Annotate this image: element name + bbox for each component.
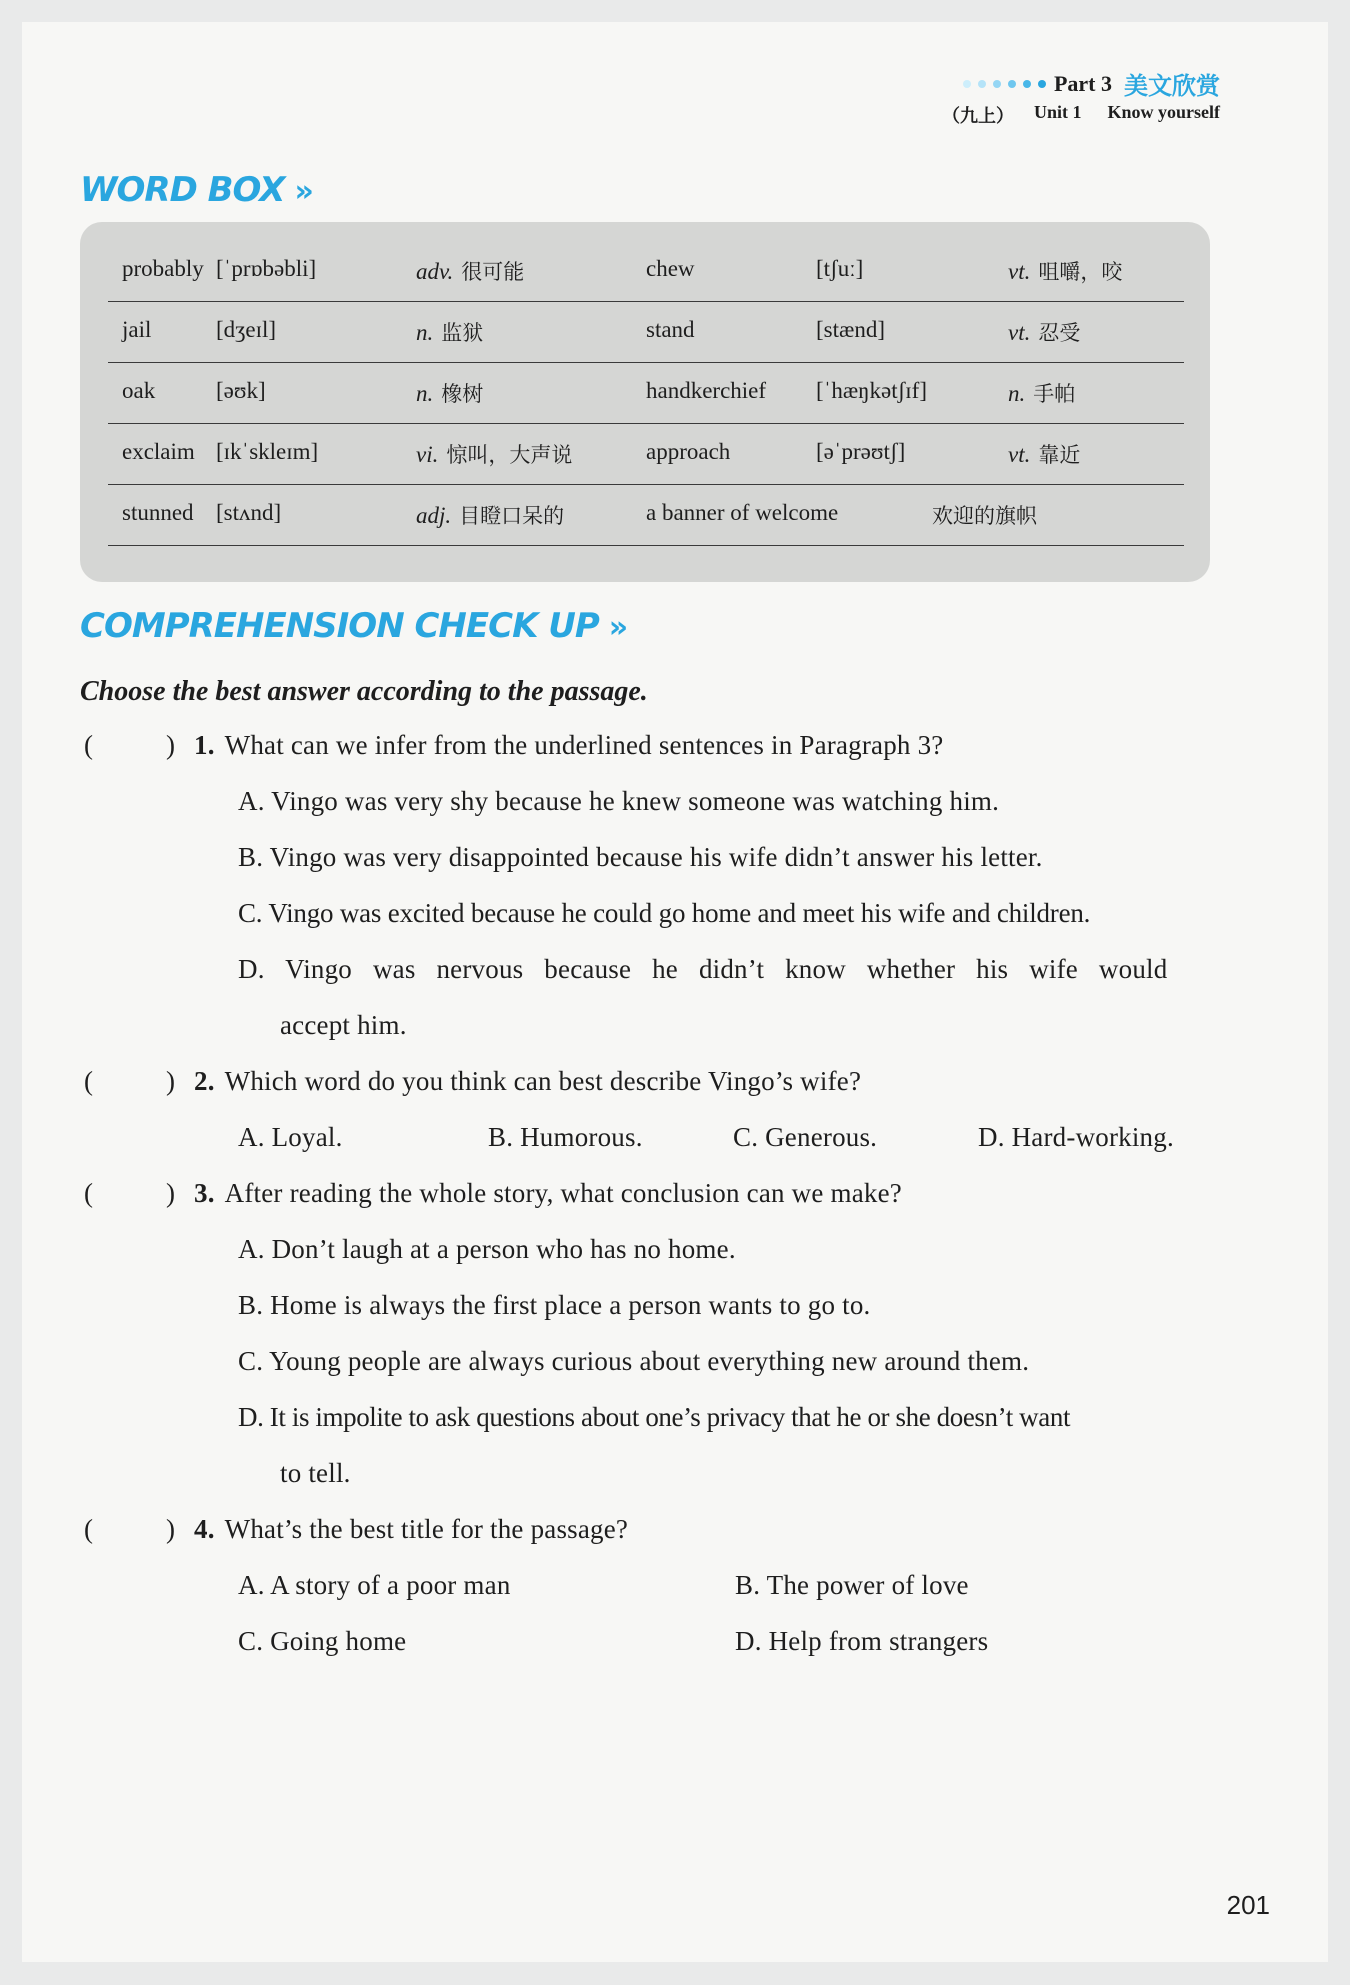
phonetic: [ɪkˈskleɪm] [216, 439, 319, 464]
question-number: 3. [194, 1178, 215, 1208]
q3-option-b: B. Home is always the first place a person wants to go to. [238, 1290, 871, 1320]
q3-option-c: C. Young people are always curious about everything new around them. [238, 1346, 1030, 1376]
part-of-speech: vt. [1008, 442, 1031, 467]
q1-option-c: C. Vingo was excited because he could go home and meet his wife and children. [238, 898, 1091, 928]
phonetic: [əˈprəʊtʃ] [816, 439, 906, 464]
phonetic: [stʌnd] [216, 500, 282, 525]
question-1 [194, 730, 943, 761]
chinese-meaning: 手帕 [1033, 382, 1076, 406]
part-of-speech: vi. [416, 442, 439, 467]
question-number: 2. [194, 1066, 215, 1096]
page-number: 201 [1226, 1890, 1270, 1920]
q2-option-b: B. Humorous. [488, 1122, 643, 1152]
q2-option-d: D. Hard-working. [978, 1122, 1174, 1152]
word-box-title [80, 170, 313, 210]
word-row [108, 240, 1184, 302]
answer-paren-close: ) [166, 730, 175, 760]
answer-paren-close: ) [166, 1066, 175, 1096]
chinese-meaning: 橡树 [441, 382, 484, 406]
word-entry: approach [646, 439, 731, 464]
word-entry: a banner of welcome [646, 500, 839, 525]
phonetic: [əʊk] [216, 378, 266, 403]
question-3 [194, 1178, 902, 1209]
q4-option-b: B. The power of love [735, 1570, 969, 1600]
q3-option-a: A. Don’t laugh at a person who has no home. [238, 1234, 736, 1264]
question-text: What’s the best title for the passage? [224, 1514, 629, 1544]
meaning [1008, 256, 1122, 286]
part-of-speech: vt. [1008, 259, 1031, 284]
answer-paren-open: ( [84, 730, 93, 760]
q1-option-a: A. Vingo was very shy because he knew someone was watching him. [238, 786, 1000, 816]
chinese-meaning: 监狱 [441, 321, 484, 345]
word-entry: stunned [122, 500, 194, 525]
part-of-speech: n. [1008, 381, 1026, 406]
answer-paren-open: ( [84, 1066, 93, 1096]
chinese-meaning: 目瞪口呆的 [459, 504, 565, 528]
question-number: 4. [194, 1514, 215, 1544]
part-of-speech: adj. [416, 503, 452, 528]
word-entry: probably [122, 256, 204, 281]
chinese-meaning: 欢迎的旗帜 [932, 504, 1037, 528]
header-bottom [942, 102, 1220, 128]
chinese-meaning: 忍受 [1038, 321, 1081, 345]
part-of-speech: n. [416, 320, 434, 345]
meaning [924, 500, 1037, 530]
meaning [1008, 439, 1080, 469]
q3-option-d-cont: to tell. [280, 1458, 351, 1488]
answer-paren-open: ( [84, 1514, 93, 1544]
meaning [416, 256, 524, 286]
chinese-meaning: 惊叫，大声说 [446, 443, 573, 467]
word-box-title-text: WORD BOX [80, 170, 285, 210]
meaning [1008, 317, 1080, 347]
phonetic: [dʒeɪl] [216, 317, 277, 342]
answer-paren-close: ) [166, 1514, 175, 1544]
phonetic: [stænd] [816, 317, 885, 342]
q1-option-d-cont: accept him. [280, 1010, 407, 1040]
word-entry: stand [646, 317, 695, 342]
word-row [108, 362, 1184, 424]
word-entry: oak [122, 378, 156, 403]
question-2 [194, 1066, 861, 1097]
phonetic: [ˈhæŋkətʃɪf] [816, 378, 928, 403]
chinese-meaning: 很可能 [461, 260, 525, 284]
header-unit-title: Know yourself [1107, 102, 1220, 122]
word-entry: handkerchief [646, 378, 767, 403]
phonetic: [tʃuː] [816, 256, 864, 281]
meaning [416, 439, 572, 469]
q4-option-c: C. Going home [238, 1626, 407, 1656]
q2-option-c: C. Generous. [733, 1122, 878, 1152]
answer-paren-open: ( [84, 1178, 93, 1208]
header-grade: （九上） [941, 106, 1014, 126]
part-of-speech: n. [416, 381, 434, 406]
chinese-meaning: 咀嚼，咬 [1038, 260, 1123, 284]
q3-option-d: D. It is impolite to ask questions about one’s privacy that he or she doesn’t want [238, 1402, 1071, 1432]
q1-option-b: B. Vingo was very disappointed because his wife didn’t answer his letter. [238, 842, 1043, 872]
meaning [416, 317, 483, 347]
word-box [80, 222, 1210, 582]
word-row [108, 423, 1184, 485]
header-section-cn: 美文欣赏 [1124, 72, 1220, 100]
comprehension-title [80, 606, 627, 646]
word-entry: jail [122, 317, 152, 342]
q1-option-d: D. Vingo was nervous because he didn’t know whether his wife would [238, 954, 1168, 984]
question-number: 1. [194, 730, 215, 760]
header-unit: Unit 1 [1033, 102, 1082, 122]
question-text: After reading the whole story, what conclusion can we make? [224, 1178, 902, 1208]
question-text: Which word do you think can best describe Vingo’s wife? [224, 1066, 862, 1096]
word-row [108, 301, 1184, 363]
double-chevron-icon: » [294, 174, 313, 209]
q4-option-a: A. A story of a poor man [238, 1570, 511, 1600]
instruction: Choose the best answer according to the passage. [80, 676, 648, 707]
meaning [416, 500, 564, 530]
word-entry: chew [646, 256, 695, 281]
meaning [416, 378, 483, 408]
question-text: What can we infer from the underlined sentences in Paragraph 3? [224, 730, 944, 760]
meaning [1008, 378, 1075, 408]
chinese-meaning: 靠近 [1038, 443, 1081, 467]
comprehension-title-text: COMPREHENSION CHECK UP [80, 606, 599, 646]
question-4 [194, 1514, 628, 1545]
part-of-speech: adv. [416, 259, 454, 284]
phonetic: [ˈprɒbəbli] [216, 256, 317, 281]
word-entry: exclaim [122, 439, 195, 464]
answer-paren-close: ) [166, 1178, 175, 1208]
q2-option-a: A. Loyal. [238, 1122, 343, 1152]
header-top [963, 66, 1220, 101]
header-dots-icon [963, 80, 1046, 88]
header-part: Part 3 [1053, 70, 1112, 96]
word-row [108, 484, 1184, 546]
double-chevron-icon: » [608, 610, 628, 645]
q4-option-d: D. Help from strangers [735, 1626, 989, 1656]
part-of-speech: vt. [1008, 320, 1031, 345]
